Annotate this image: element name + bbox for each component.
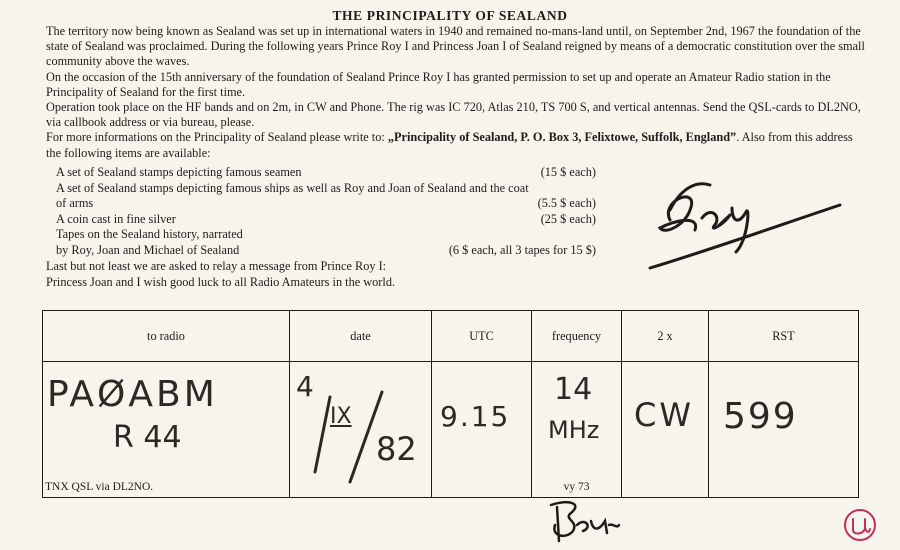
- header-date: date: [290, 311, 432, 362]
- list-item: [56, 243, 596, 259]
- intro-text: [46, 24, 866, 161]
- item-name: by Roy, Joan and Michael of Sealand: [56, 242, 240, 257]
- item-price: (6 $ each, all 3 tapes for 15 $): [448, 242, 596, 257]
- cell-utc: [432, 362, 532, 498]
- list-item: [56, 212, 596, 228]
- list-item: [56, 196, 596, 212]
- item-price: (5.5 $ each): [537, 196, 596, 211]
- table-row: [43, 362, 859, 498]
- info-address: „Principality of Sealand, P. O. Box 3, Felixtowe, Suffolk, England”: [387, 130, 737, 145]
- cell-rst: [709, 362, 859, 498]
- header-2x: 2 x: [622, 311, 709, 362]
- freq-unit: MHz: [548, 416, 600, 444]
- mode: CW: [634, 396, 694, 434]
- vy-73: vy 73: [563, 481, 590, 493]
- header-rst: RST: [709, 311, 859, 362]
- date-month: IX: [330, 404, 352, 429]
- table-header-row: [43, 311, 859, 362]
- corner-mark-icon: [840, 505, 880, 545]
- item-price: (25 $ each): [540, 211, 596, 226]
- cell-mode: [622, 362, 709, 498]
- date-day: 4: [296, 370, 314, 403]
- header-to-radio: to radio: [43, 311, 290, 362]
- qso-table: [42, 310, 859, 498]
- closing-line: Last but not least we are asked to relay a message from Prince Roy I:: [46, 259, 387, 273]
- card-title: THE PRINCIPALITY OF SEALAND: [332, 8, 568, 23]
- closing-line: Princess Joan and I wish good luck to all Radio Amateurs in the world.: [46, 274, 396, 289]
- date-year: 82: [376, 430, 417, 468]
- signature-ben: [543, 495, 623, 545]
- paragraph-anniversary: On the occasion of the 15th anniversary of the foundation of Sealand Prince Roy I has granted permission to set up and operate an Amateur Radio station in the Principality of Sealand for the first time.: [46, 69, 831, 99]
- item-name: A set of Sealand stamps depicting famous seamen: [56, 165, 302, 179]
- item-name: of arms: [56, 196, 94, 211]
- callsign-sub: R 44: [113, 420, 182, 455]
- info-prefix: For more informations on the Principality of Sealand please write to:: [46, 130, 388, 145]
- cell-to-radio: [43, 362, 290, 498]
- header-frequency: frequency: [532, 311, 622, 362]
- paragraph-history: The territory now being known as Sealand was set up in international waters in 1940 and remained no-mans-land until, on September 2nd, 1967 the foundation of the state of Sealand was proclaimed. During the following years Prince Roy I and Princess Joan I of Sealand reigned by means of a democratic constitution over the small community above the waves.: [46, 24, 865, 69]
- item-name: A set of Sealand stamps depicting famous ships as well as Roy and Joan of Sealand and the coat: [56, 180, 529, 195]
- cell-date: [290, 362, 432, 498]
- list-item: [56, 181, 596, 197]
- info-suffix: . Also from this address the following items are available:: [46, 130, 853, 160]
- paragraph-operation: Operation took place on the HF bands and on 2m, in CW and Phone. The rig was IC 720, Atlas 210, TS 700 S, and vertical antennas. Send the QSL-cards to DL2NO, via callbook address or via bureau, please.: [46, 100, 861, 130]
- cell-frequency: [532, 362, 622, 498]
- item-price: (15 $ each): [540, 165, 596, 179]
- item-name: Tapes on the Sealand history, narrated: [56, 227, 243, 242]
- rst: 599: [723, 396, 798, 437]
- items-list: [56, 165, 596, 259]
- tnx-note: TNX QSL via DL2NO.: [45, 481, 154, 493]
- utc-time: 9.15: [440, 400, 511, 433]
- list-item: [56, 227, 596, 243]
- list-item: [56, 165, 596, 181]
- freq-value: 14: [554, 372, 593, 407]
- callsign: PAØABM: [47, 374, 218, 415]
- header-utc: UTC: [432, 311, 532, 362]
- paragraph-info: [46, 130, 866, 160]
- item-name: A coin cast in fine silver: [56, 211, 176, 226]
- signature-ray: [640, 160, 850, 280]
